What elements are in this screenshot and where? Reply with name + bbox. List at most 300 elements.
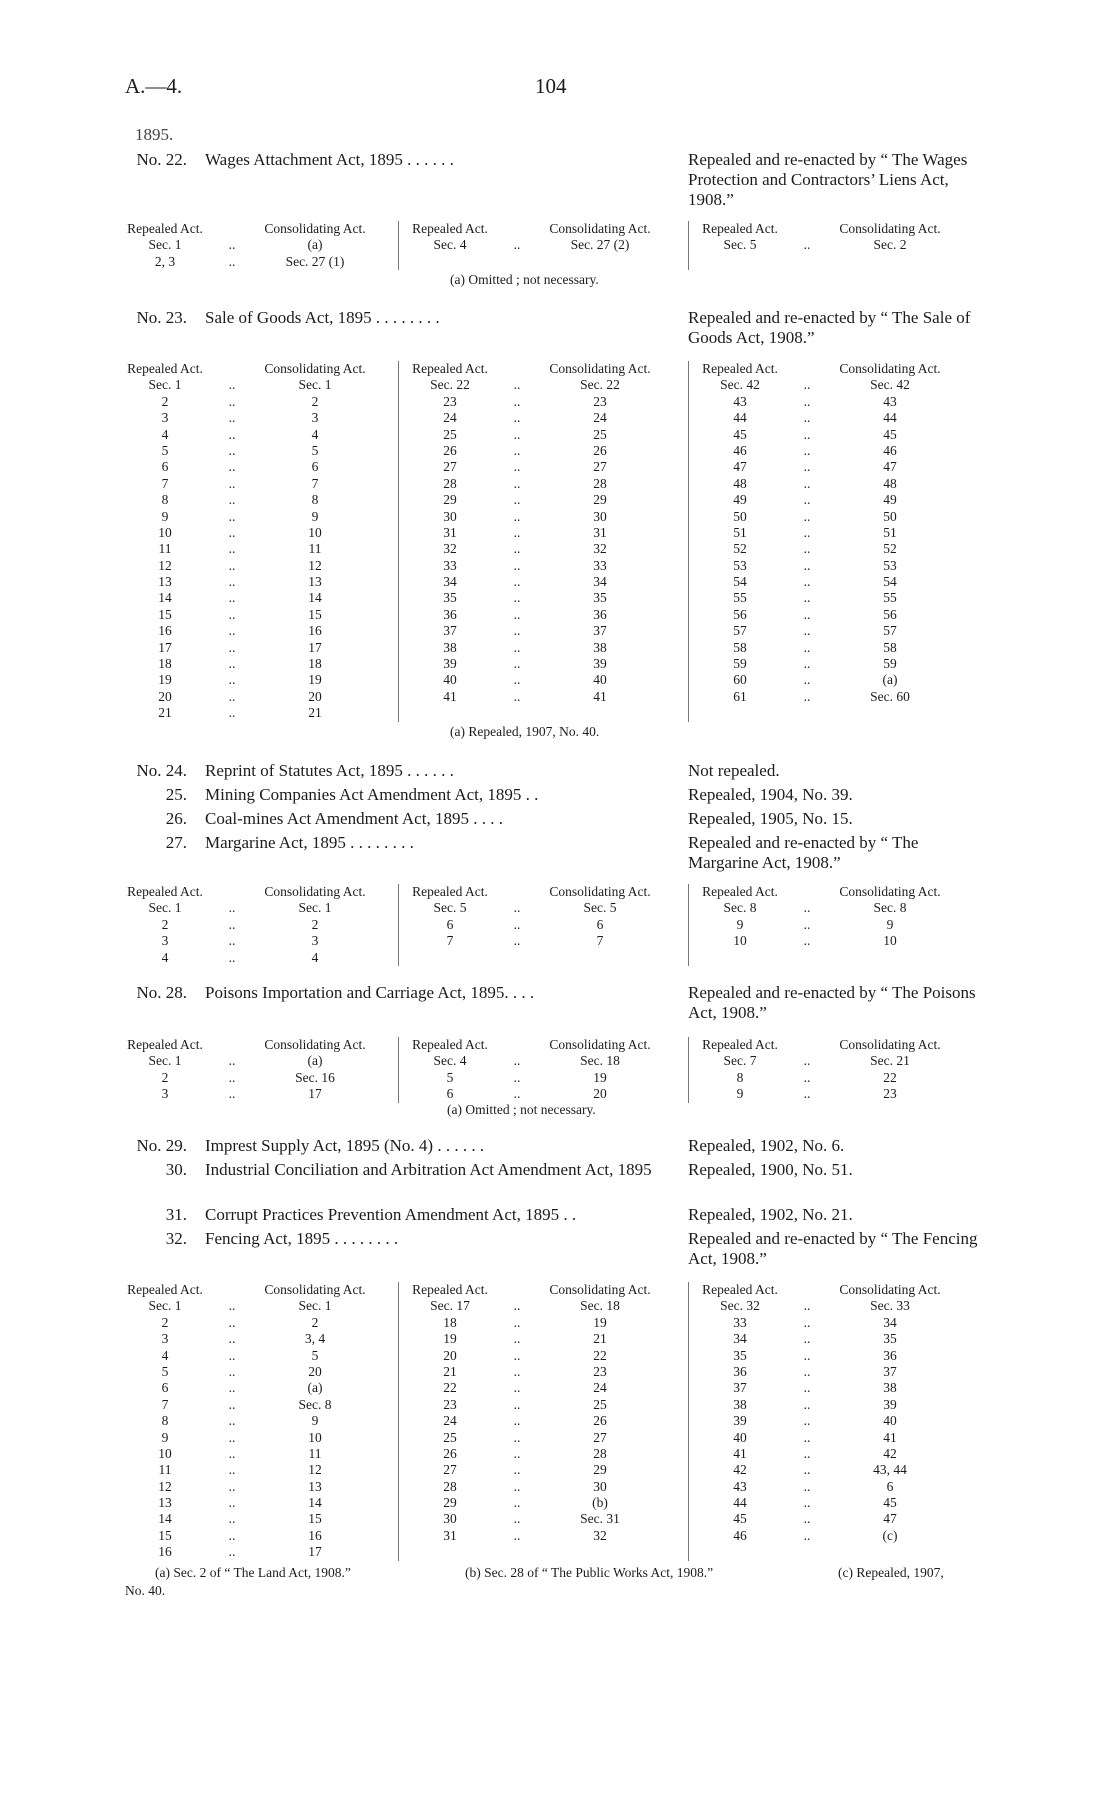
leader-dots: .. [513, 1495, 521, 1511]
leader-dots: .. [513, 475, 521, 491]
entry-number: 25. [165, 785, 187, 804]
repealed-section: 27 [443, 1462, 457, 1478]
repealed-section: 9 [161, 1429, 169, 1445]
consolidating-section: Sec. 1 [298, 377, 332, 393]
repealed-section: 30 [443, 1511, 457, 1527]
consolidating-section: 19 [593, 1314, 607, 1330]
leader-dots: .. [228, 492, 236, 508]
repealed-section: 47 [733, 459, 747, 475]
leader-dots: .. [513, 1298, 521, 1314]
entry-number: No. 29. [136, 1136, 187, 1155]
consolidating-section: 37 [593, 623, 607, 639]
repealed-section: 28 [443, 1478, 457, 1494]
leader-dots: .. [803, 656, 811, 672]
leader-dots: .. [513, 1380, 521, 1396]
consolidating-section: 32 [593, 541, 607, 557]
repealed-section: 21 [443, 1363, 457, 1379]
repealed-section: 45 [733, 426, 747, 442]
entry-number: No. 22. [136, 150, 187, 169]
entry-title: Mining Companies Act Amendment Act, 1895 . . [205, 785, 539, 804]
leader-dots: .. [803, 672, 811, 688]
consolidating-section: 11 [308, 541, 322, 557]
consolidating-section: 46 [883, 442, 897, 458]
leader-dots: .. [228, 916, 236, 932]
repealed-section: 36 [443, 606, 457, 622]
leader-dots: .. [513, 1314, 521, 1330]
repealed-section: Sec. 17 [430, 1298, 470, 1314]
repealed-act-header: Repealed Act. [127, 884, 203, 899]
repealed-section: 42 [733, 1462, 747, 1478]
repealed-section: 2 [161, 393, 169, 409]
entry-title: Reprint of Statutes Act, 1895 . . . . . . [205, 761, 454, 780]
consolidating-section: 59 [883, 656, 897, 672]
consolidating-act-header: Consolidating Act. [839, 1037, 941, 1052]
consolidating-act-header: Consolidating Act. [264, 1282, 366, 1297]
entry-title: Coal-mines Act Amendment Act, 1895 . . . . [205, 809, 503, 828]
leader-dots: .. [228, 1544, 236, 1560]
repealed-act-header: Repealed Act. [127, 1037, 203, 1052]
consolidating-section: 2 [311, 1314, 319, 1330]
leader-dots: .. [513, 590, 521, 606]
repealed-section: 27 [443, 459, 457, 475]
consolidating-section: Sec. 1 [298, 900, 332, 916]
leader-dots: .. [228, 393, 236, 409]
consolidating-section: 17 [308, 639, 322, 655]
repealed-section: 6 [446, 916, 454, 932]
repealed-section: 61 [733, 688, 747, 704]
leader-dots: .. [513, 916, 521, 932]
leader-dots: .. [803, 1298, 811, 1314]
consolidating-section: 7 [596, 933, 604, 949]
entry-number: 31. [165, 1205, 187, 1224]
repealed-section: 37 [733, 1380, 747, 1396]
repealed-section: 3 [161, 1331, 169, 1347]
leader-dots: .. [228, 705, 236, 721]
leader-dots: .. [803, 590, 811, 606]
column-divider [688, 361, 689, 722]
repealed-section: 34 [733, 1331, 747, 1347]
page-number: 104 [535, 74, 567, 98]
repealed-section: 8 [736, 1069, 744, 1085]
consolidating-section: 14 [308, 1495, 322, 1511]
repealed-section: 5 [161, 1363, 169, 1379]
leader-dots: .. [228, 688, 236, 704]
consolidating-section: Sec. 8 [873, 900, 907, 916]
repealed-section: 3 [161, 410, 169, 426]
repealed-section: Sec. 7 [723, 1053, 757, 1069]
repealed-section: Sec. 8 [723, 900, 757, 916]
repealed-section: 9 [736, 1086, 744, 1102]
repealed-section: 23 [443, 1396, 457, 1412]
leader-dots: .. [803, 1331, 811, 1347]
leader-dots: .. [228, 1396, 236, 1412]
leader-dots: .. [513, 541, 521, 557]
leader-dots: .. [228, 1331, 236, 1347]
consolidating-section: 37 [883, 1363, 897, 1379]
consolidating-section: 20 [308, 688, 322, 704]
repealed-section: 44 [733, 1495, 747, 1511]
consolidating-section: 24 [593, 1380, 607, 1396]
consolidating-section: 33 [593, 557, 607, 573]
leader-dots: .. [513, 606, 521, 622]
repealed-section: 43 [733, 393, 747, 409]
consolidating-section: Sec. 1 [298, 1298, 332, 1314]
repealed-section: 10 [158, 1445, 172, 1461]
leader-dots: .. [803, 1429, 811, 1445]
consolidating-section: 16 [308, 623, 322, 639]
consolidating-section: 49 [883, 492, 897, 508]
leader-dots: .. [513, 1363, 521, 1379]
repealed-section: 2 [161, 1314, 169, 1330]
leader-dots: .. [513, 459, 521, 475]
leader-dots: .. [513, 237, 521, 253]
column-divider [398, 1282, 399, 1561]
repealed-section: 2, 3 [154, 253, 176, 269]
consolidating-section: 44 [883, 410, 897, 426]
repealed-section: 9 [736, 916, 744, 932]
consolidating-section: 22 [883, 1069, 897, 1085]
consolidating-section: 9 [311, 508, 319, 524]
leader-dots: .. [803, 1053, 811, 1069]
leader-dots: .. [228, 639, 236, 655]
consolidating-section: 15 [308, 606, 322, 622]
repealed-act-header: Repealed Act. [702, 221, 778, 236]
consolidating-section: 23 [593, 1363, 607, 1379]
repealed-act-header: Repealed Act. [412, 361, 488, 376]
repealed-section: Sec. 42 [720, 377, 760, 393]
consolidating-section: Sec. 2 [873, 237, 907, 253]
consolidating-section: 52 [883, 541, 897, 557]
leader-dots: .. [228, 656, 236, 672]
repealed-section: 6 [161, 459, 169, 475]
repealed-section: 4 [161, 426, 169, 442]
leader-dots: .. [513, 442, 521, 458]
repealed-section: 6 [446, 1086, 454, 1102]
consolidating-section: 43 [883, 393, 897, 409]
leader-dots: .. [803, 1396, 811, 1412]
repealed-act-header: Repealed Act. [702, 1037, 778, 1052]
repealed-section: 7 [446, 933, 454, 949]
consolidating-section: 12 [308, 1462, 322, 1478]
consolidating-section: 10 [883, 933, 897, 949]
consolidating-section: 36 [593, 606, 607, 622]
leader-dots: .. [228, 623, 236, 639]
repealed-section: 20 [443, 1347, 457, 1363]
consolidating-act-header: Consolidating Act. [839, 1282, 941, 1297]
leader-dots: .. [513, 1429, 521, 1445]
consolidating-section: 18 [308, 656, 322, 672]
repealed-section: 57 [733, 623, 747, 639]
leader-dots: .. [803, 1086, 811, 1102]
entry-number: 27. [165, 833, 187, 852]
consolidating-act-header: Consolidating Act. [549, 221, 651, 236]
leader-dots: .. [803, 574, 811, 590]
consolidating-section: 55 [883, 590, 897, 606]
entry-number: No. 23. [136, 308, 187, 327]
consolidating-section: 35 [883, 1331, 897, 1347]
consolidating-section: Sec. 16 [295, 1069, 335, 1085]
repealed-section: 8 [161, 1413, 169, 1429]
consolidating-section: 26 [593, 442, 607, 458]
consolidating-section: 35 [593, 590, 607, 606]
repealed-section: 28 [443, 475, 457, 491]
consolidating-section: 39 [593, 656, 607, 672]
consolidating-section: 56 [883, 606, 897, 622]
leader-dots: .. [513, 688, 521, 704]
repealed-section: Sec. 1 [148, 1298, 182, 1314]
consolidating-section: Sec. 27 (2) [570, 237, 630, 253]
consolidating-section: Sec. 22 [580, 377, 620, 393]
consolidating-section: Sec. 42 [870, 377, 910, 393]
column-divider [398, 884, 399, 966]
repealed-section: 41 [733, 1445, 747, 1461]
repealed-section: 25 [443, 426, 457, 442]
repealed-section: 31 [443, 1527, 457, 1543]
repealed-section: 40 [443, 672, 457, 688]
consolidating-section: 8 [311, 492, 319, 508]
repealed-section: 30 [443, 508, 457, 524]
repealed-section: 56 [733, 606, 747, 622]
repealed-section: Sec. 1 [148, 377, 182, 393]
consolidating-section: 20 [308, 1363, 322, 1379]
entry-number: No. 28. [136, 983, 187, 1002]
consolidating-section: 58 [883, 639, 897, 655]
repealed-section: 29 [443, 1495, 457, 1511]
leader-dots: .. [228, 1413, 236, 1429]
column-divider [688, 884, 689, 966]
repealed-section: 19 [443, 1331, 457, 1347]
consolidating-section: 20 [593, 1086, 607, 1102]
entry-number: 30. [165, 1160, 187, 1179]
repealed-section: Sec. 5 [433, 900, 467, 916]
entry-title: Corrupt Practices Prevention Amendment Act, 1895 . . [205, 1205, 577, 1224]
repealed-act-header: Repealed Act. [127, 1282, 203, 1297]
repealed-section: 7 [161, 1396, 169, 1412]
leader-dots: .. [228, 1363, 236, 1379]
repealed-act-header: Repealed Act. [412, 1037, 488, 1052]
leader-dots: .. [228, 508, 236, 524]
leader-dots: .. [228, 606, 236, 622]
leader-dots: .. [513, 1069, 521, 1085]
repealed-section: 16 [158, 1544, 172, 1560]
leader-dots: .. [513, 639, 521, 655]
repealed-section: 15 [158, 1527, 172, 1543]
repealed-act-header: Repealed Act. [127, 221, 203, 236]
footnote-c-cont: No. 40. [125, 1583, 166, 1598]
leader-dots: .. [513, 623, 521, 639]
repealed-section: 49 [733, 492, 747, 508]
leader-dots: .. [513, 557, 521, 573]
entry-title: Wages Attachment Act, 1895 . . . . . . [205, 150, 454, 169]
leader-dots: .. [803, 1380, 811, 1396]
repealed-section: 60 [733, 672, 747, 688]
consolidating-section: 45 [883, 426, 897, 442]
repealed-section: 52 [733, 541, 747, 557]
entry-title: Poisons Importation and Carriage Act, 1895. . . . [205, 983, 535, 1002]
leader-dots: .. [803, 1527, 811, 1543]
repealed-section: 53 [733, 557, 747, 573]
consolidating-section: 21 [308, 705, 322, 721]
leader-dots: .. [228, 459, 236, 475]
repealed-section: 59 [733, 656, 747, 672]
leader-dots: .. [513, 1445, 521, 1461]
consolidating-section: 29 [593, 492, 607, 508]
consolidating-section: 48 [883, 475, 897, 491]
repealed-section: 15 [158, 606, 172, 622]
leader-dots: .. [228, 1053, 236, 1069]
consolidating-section: 29 [593, 1462, 607, 1478]
leader-dots: .. [513, 410, 521, 426]
consolidating-section: 6 [596, 916, 604, 932]
consolidating-section: 53 [883, 557, 897, 573]
repealed-section: Sec. 1 [148, 237, 182, 253]
repealed-section: 32 [443, 541, 457, 557]
repealed-section: 38 [733, 1396, 747, 1412]
repealed-section: 39 [733, 1413, 747, 1429]
leader-dots: .. [803, 237, 811, 253]
consolidating-section: Sec. 18 [580, 1053, 620, 1069]
leader-dots: .. [803, 475, 811, 491]
consolidating-section: (b) [592, 1495, 608, 1511]
consolidating-section: 19 [593, 1069, 607, 1085]
repealed-section: 23 [443, 393, 457, 409]
repealed-section: 24 [443, 1413, 457, 1429]
consolidating-act-header: Consolidating Act. [264, 221, 366, 236]
entry-status: Repealed, 1904, No. 39. [688, 785, 853, 804]
repealed-section: 4 [161, 1347, 169, 1363]
repealed-section: Sec. 5 [723, 237, 757, 253]
consolidating-section: 13 [308, 574, 322, 590]
repealed-section: 3 [161, 933, 169, 949]
leader-dots: .. [803, 459, 811, 475]
leader-dots: .. [803, 606, 811, 622]
consolidating-section: 21 [593, 1331, 607, 1347]
consolidating-section: 6 [886, 1478, 894, 1494]
leader-dots: .. [513, 656, 521, 672]
column-divider [688, 221, 689, 270]
consolidating-section: (a) [882, 672, 898, 688]
repealed-section: 55 [733, 590, 747, 606]
repealed-section: 14 [158, 590, 172, 606]
leader-dots: .. [228, 590, 236, 606]
consolidating-section: 39 [883, 1396, 897, 1412]
consolidating-section: 32 [593, 1527, 607, 1543]
consolidating-section: 25 [593, 426, 607, 442]
repealed-section: Sec. 32 [720, 1298, 760, 1314]
consolidating-section: (c) [882, 1527, 898, 1543]
consolidating-section: 2 [311, 916, 319, 932]
leader-dots: .. [513, 1462, 521, 1478]
leader-dots: .. [228, 541, 236, 557]
consolidating-section: Sec. 21 [870, 1053, 910, 1069]
consolidating-section: 36 [883, 1347, 897, 1363]
leader-dots: .. [803, 1495, 811, 1511]
repealed-section: 2 [161, 916, 169, 932]
consolidating-section: 28 [593, 1445, 607, 1461]
consolidating-section: 17 [308, 1086, 322, 1102]
entry-status: Repealed and re-enacted by “ The Poisons Act, 1908.” [688, 983, 976, 1022]
consolidating-act-header: Consolidating Act. [549, 1282, 651, 1297]
leader-dots: .. [513, 1413, 521, 1429]
consolidating-section: 5 [311, 442, 319, 458]
consolidating-section: 43, 44 [873, 1462, 907, 1478]
leader-dots: .. [803, 1363, 811, 1379]
entry-title: Margarine Act, 1895 . . . . . . . . [205, 833, 414, 852]
leader-dots: .. [228, 672, 236, 688]
repealed-section: 46 [733, 1527, 747, 1543]
column-divider [398, 221, 399, 270]
consolidating-section: 3, 4 [304, 1331, 326, 1347]
leader-dots: .. [803, 933, 811, 949]
footnote-a: (a) Sec. 2 of “ The Land Act, 1908.” [155, 1565, 351, 1580]
leader-dots: .. [803, 1069, 811, 1085]
leader-dots: .. [803, 393, 811, 409]
leader-dots: .. [803, 1511, 811, 1527]
leader-dots: .. [228, 442, 236, 458]
consolidating-section: 41 [883, 1429, 897, 1445]
repealed-section: 36 [733, 1363, 747, 1379]
leader-dots: .. [228, 1462, 236, 1478]
leader-dots: .. [228, 933, 236, 949]
leader-dots: .. [228, 253, 236, 269]
repealed-section: 31 [443, 524, 457, 540]
consolidating-section: 51 [883, 524, 897, 540]
leader-dots: .. [803, 688, 811, 704]
repealed-section: Sec. 4 [433, 237, 467, 253]
leader-dots: .. [228, 1527, 236, 1543]
consolidating-section: 17 [308, 1544, 322, 1560]
repealed-section: 13 [158, 574, 172, 590]
consolidating-section: 50 [883, 508, 897, 524]
leader-dots: .. [228, 557, 236, 573]
leader-dots: .. [803, 426, 811, 442]
consolidating-section: 31 [593, 524, 607, 540]
consolidating-act-header: Consolidating Act. [839, 361, 941, 376]
consolidating-section: 23 [883, 1086, 897, 1102]
entry-title: Fencing Act, 1895 . . . . . . . . [205, 1229, 399, 1248]
consolidating-section: 10 [308, 524, 322, 540]
repealed-section: 35 [733, 1347, 747, 1363]
leader-dots: .. [228, 410, 236, 426]
leader-dots: .. [228, 1314, 236, 1330]
consolidating-section: 5 [311, 1347, 319, 1363]
repealed-section: 54 [733, 574, 747, 590]
consolidating-act-header: Consolidating Act. [549, 1037, 651, 1052]
leader-dots: .. [803, 916, 811, 932]
repealed-section: 2 [161, 1069, 169, 1085]
consolidating-act-header: Consolidating Act. [549, 361, 651, 376]
consolidating-section: Sec. 31 [580, 1511, 620, 1527]
consolidating-section: 57 [883, 623, 897, 639]
consolidating-section: 9 [886, 916, 894, 932]
repealed-section: 4 [161, 949, 169, 965]
repealed-section: 19 [158, 672, 172, 688]
repealed-section: 22 [443, 1380, 457, 1396]
repealed-section: 43 [733, 1478, 747, 1494]
leader-dots: .. [803, 377, 811, 393]
repealed-section: 29 [443, 492, 457, 508]
repealed-section: 10 [733, 933, 747, 949]
entry-status: Repealed, 1905, No. 15. [688, 809, 853, 828]
repealed-section: 40 [733, 1429, 747, 1445]
footnote-b: (b) Sec. 28 of “ The Public Works Act, 1908.” [465, 1565, 714, 1580]
consolidating-section: 25 [593, 1396, 607, 1412]
repealed-section: 33 [733, 1314, 747, 1330]
consolidating-section: (a) [307, 1380, 323, 1396]
repealed-section: 5 [161, 442, 169, 458]
footnote-c: (c) Repealed, 1907, [838, 1565, 944, 1580]
entry-status: Not repealed. [688, 761, 780, 780]
